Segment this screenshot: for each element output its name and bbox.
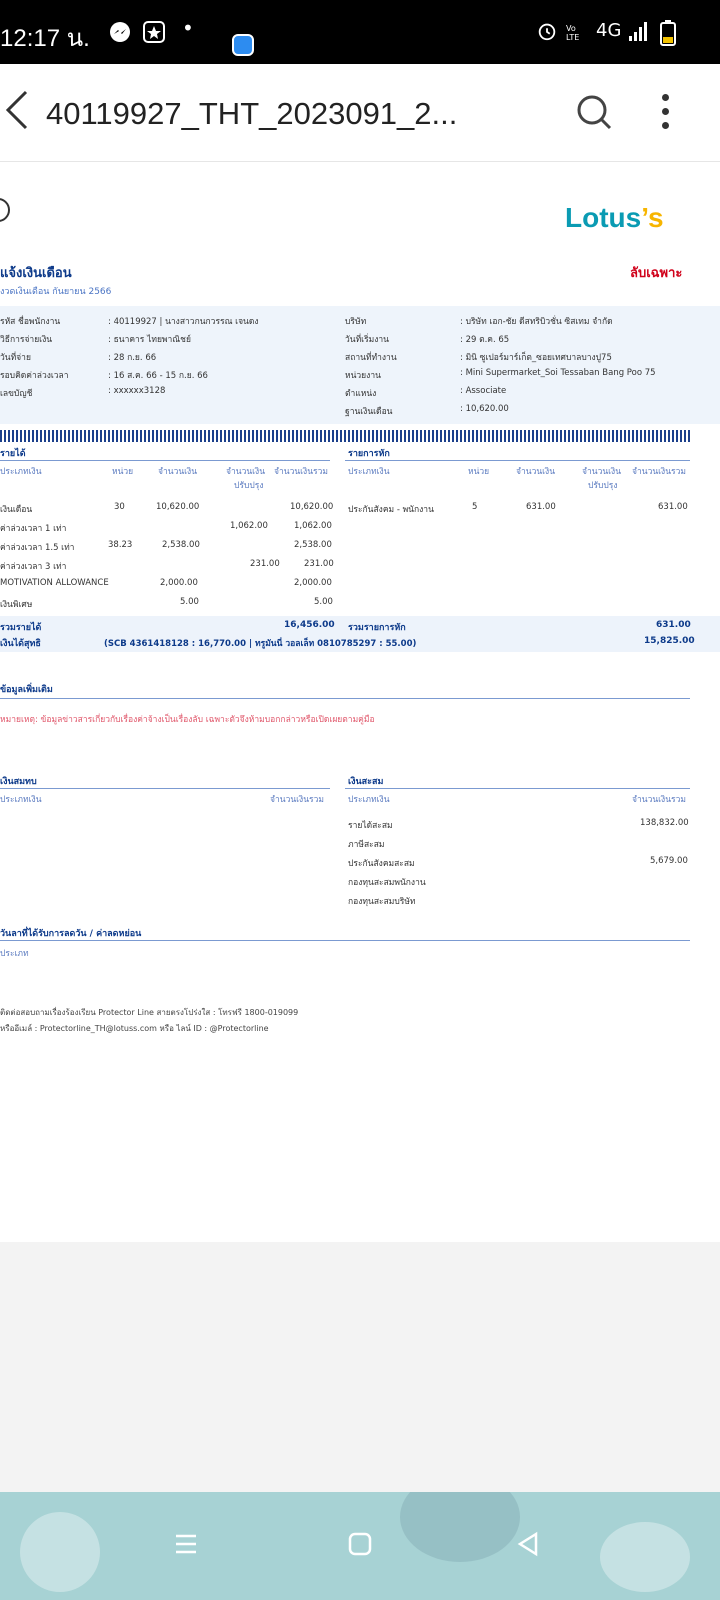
info-value: : ธนาคาร ไทยพาณิชย์ — [108, 335, 191, 345]
leave-heading: วันลาที่ได้รับการลดวัน / ค่าลดหย่อน — [0, 929, 142, 939]
home-button[interactable] — [346, 1530, 374, 1566]
extra-info-heading: ข้อมูลเพิ่มเติม — [0, 685, 53, 695]
info-value: : 16 ส.ค. 66 - 15 ก.ย. 66 — [108, 371, 208, 381]
col-header: ปรับปรุง — [588, 481, 618, 491]
col-header: จำนวนเงินรวม — [270, 795, 324, 805]
accum-label: กองทุนสะสมบริษัท — [348, 897, 416, 907]
info-value: : xxxxxx3128 — [108, 386, 166, 396]
app-notification-icon — [142, 20, 166, 49]
svg-text:Vo: Vo — [566, 24, 576, 33]
accum-label: กองทุนสะสมพนักงาน — [348, 878, 426, 888]
deduction-total-label: รวมรายการหัก — [348, 623, 406, 633]
accum-value: 5,679.00 — [650, 856, 688, 866]
col-header: จำนวนเงินรวม — [274, 467, 328, 477]
income-amount: 2,000.00 — [160, 578, 198, 588]
deduction-total: 631.00 — [658, 502, 688, 512]
accum-value: 138,832.00 — [640, 818, 689, 828]
footer-line-1: ติดต่อสอบถามเรื่องร้องเรียน Protector Line สายตรงโปร่งใส : โทรฟรี 1800-019099 — [0, 1008, 299, 1017]
col-header: ประเภท — [0, 949, 29, 959]
income-total: 10,620.00 — [290, 502, 334, 512]
signal-icon — [628, 20, 650, 47]
info-label: วันที่จ่าย — [0, 353, 31, 363]
totals-panel — [0, 616, 720, 652]
accum-label: ประกันสังคมสะสม — [348, 859, 415, 869]
home-square-icon — [346, 1530, 374, 1558]
volte-icon — [566, 22, 586, 45]
alarm-icon — [536, 20, 558, 47]
info-value: : 40119927 | นางสาวกนกวรรณ เจนดง — [108, 317, 259, 327]
income-type: ค่าล่วงเวลา 1 เท่า — [0, 524, 67, 534]
info-value: : Mini Supermarket_Soi Tessaban Bang Poo 75 — [460, 368, 656, 378]
info-value: : 10,620.00 — [460, 404, 509, 414]
info-value: : บริษัท เอก-ชัย ดีสทริบิวชั่น ซิสเทม จำกัด — [460, 317, 613, 327]
info-value: : 29 ต.ค. 65 — [460, 335, 510, 345]
col-header: หน่วย — [468, 467, 490, 477]
divider — [0, 460, 330, 461]
col-header: จำนวนเงินรวม — [632, 795, 686, 805]
payslip-period: งวดเงินเดือน กันยายน 2566 — [0, 287, 112, 297]
info-value: : มินิ ซูเปอร์มาร์เก็ต_ซอยเทศบาลบางปู75 — [460, 353, 612, 363]
floating-app-icon[interactable] — [232, 34, 254, 56]
col-header: จำนวนเงิน — [582, 467, 622, 477]
income-total: 2,538.00 — [294, 540, 332, 550]
income-heading: รายได้ — [0, 449, 26, 459]
more-options-button[interactable] — [662, 94, 670, 136]
deduction-heading: รายการหัก — [348, 449, 390, 459]
divider — [0, 940, 690, 941]
info-label: วิธีการจ่ายเงิน — [0, 335, 53, 345]
col-header: จำนวนเงิน — [158, 467, 198, 477]
accumulated-heading: เงินสะสม — [348, 777, 384, 787]
status-bar — [0, 0, 720, 64]
menu-icon — [172, 1530, 200, 1558]
footer-line-2: หรืออีเมล์ : Protectorline_TH@lotuss.com หรือ ไลน์ ID : @Protectorline — [0, 1024, 269, 1033]
info-label: บริษัท — [345, 317, 367, 327]
search-button[interactable] — [574, 92, 614, 136]
income-type: เงินเดือน — [0, 505, 33, 515]
income-amount: 10,620.00 — [156, 502, 200, 512]
net-label: เงินได้สุทธิ — [0, 639, 41, 649]
app-bar — [0, 64, 720, 162]
income-adjust: 231.00 — [250, 559, 280, 569]
col-header: จำนวนเงิน — [516, 467, 556, 477]
income-total-value: 16,456.00 — [284, 620, 335, 630]
col-header: ประเภทเงิน — [0, 795, 42, 805]
col-header: ปรับปรุง — [234, 481, 264, 491]
income-type: ค่าล่วงเวลา 3 เท่า — [0, 562, 67, 572]
document-filename: 40119927_THT_2023091_2... — [46, 96, 458, 131]
messenger-icon — [108, 20, 132, 49]
dot-icon: • — [182, 16, 194, 40]
income-total: 1,062.00 — [294, 521, 332, 531]
income-type: MOTIVATION ALLOWANCE — [0, 578, 109, 588]
confidential-note: หมายเหตุ: ข้อมูลข่าวสารเกี่ยวกับเรื่องค่าจ้างเป็นเรื่องลับ เฉพาะตัวจึงห้ามบอกกล่าวหรือเปิดเผยตามคู่มือ — [0, 715, 375, 725]
network-type: 4G — [596, 20, 622, 41]
income-unit: 30 — [114, 502, 125, 512]
col-header: จำนวนเงินรวม — [632, 467, 686, 477]
divider — [345, 788, 690, 789]
search-icon — [574, 92, 614, 132]
contribution-heading: เงินสมทบ — [0, 777, 37, 787]
info-label: รอบคิดค่าล่วงเวลา — [0, 371, 69, 381]
income-amount: 5.00 — [180, 597, 199, 607]
info-label: หน่วยงาน — [345, 371, 381, 381]
accum-label: รายได้สะสม — [348, 821, 393, 831]
income-total: 2,000.00 — [294, 578, 332, 588]
battery-icon — [660, 20, 676, 51]
viewer-background — [0, 1242, 720, 1492]
info-label: เลขบัญชี — [0, 389, 33, 399]
income-type: เงินพิเศษ — [0, 600, 33, 610]
col-header: ประเภทเงิน — [348, 467, 390, 477]
income-total: 5.00 — [314, 597, 333, 607]
logo-circle-icon — [0, 198, 10, 222]
divider — [345, 460, 690, 461]
income-unit: 38.23 — [108, 540, 133, 550]
income-total-label: รวมรายได้ — [0, 623, 42, 633]
svg-text:LTE: LTE — [566, 33, 580, 42]
deduction-total-value: 631.00 — [656, 620, 691, 630]
lotus-logo: Lotus’s — [565, 202, 664, 233]
info-value: : Associate — [460, 386, 507, 396]
col-header: จำนวนเงิน — [226, 467, 266, 477]
status-time: 12:17 น. — [0, 25, 90, 52]
divider — [0, 788, 330, 789]
income-adjust: 1,062.00 — [230, 521, 268, 531]
info-label: วันที่เริ่มงาน — [345, 335, 389, 345]
back-triangle-icon — [514, 1530, 542, 1558]
accum-label: ภาษีสะสม — [348, 840, 385, 850]
barcode-strip — [0, 430, 690, 442]
income-total: 231.00 — [304, 559, 334, 569]
deduction-amount: 631.00 — [526, 502, 556, 512]
payslip-title: แจ้งเงินเดือน — [0, 266, 72, 281]
payslip-document[interactable] — [0, 162, 720, 1242]
system-nav-bar — [0, 1492, 720, 1600]
deduction-type: ประกันสังคม - พนักงาน — [348, 505, 434, 515]
employee-info-panel — [0, 306, 720, 424]
divider — [0, 698, 690, 699]
info-label: รหัส ชื่อพนักงาน — [0, 317, 61, 327]
income-type: ค่าล่วงเวลา 1.5 เท่า — [0, 543, 75, 553]
info-label: ฐานเงินเดือน — [345, 407, 393, 417]
deduction-unit: 5 — [472, 502, 478, 512]
col-header: หน่วย — [112, 467, 134, 477]
net-value: 15,825.00 — [644, 636, 695, 646]
back-button[interactable] — [4, 88, 30, 143]
col-header: ประเภทเงิน — [0, 467, 42, 477]
info-value: : 28 ก.ย. 66 — [108, 353, 157, 363]
recent-apps-button[interactable] — [172, 1530, 200, 1566]
net-detail: (SCB 4361418128 : 16,770.00 | ทรูมันนี่ วอลเล็ท 0810785297 : 55.00) — [104, 639, 417, 649]
info-label: ตำแหน่ง — [345, 389, 377, 399]
info-label: สถานที่ทำงาน — [345, 353, 397, 363]
col-header: ประเภทเงิน — [348, 795, 390, 805]
back-nav-button[interactable] — [514, 1530, 542, 1566]
confidential-label: ลับเฉพาะ — [630, 266, 683, 281]
income-amount: 2,538.00 — [162, 540, 200, 550]
